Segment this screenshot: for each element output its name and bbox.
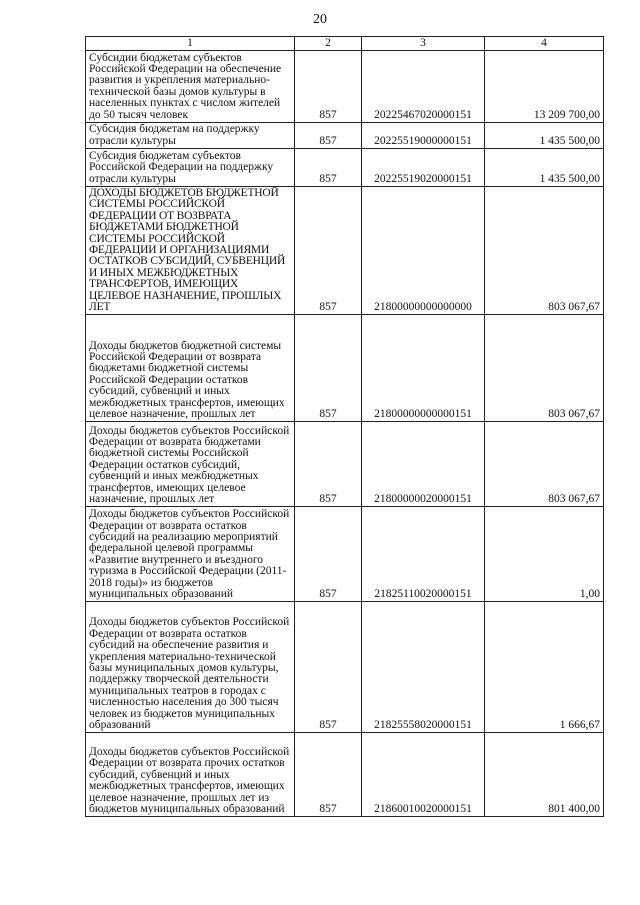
row-name: Доходы бюджетов субъектов Российской Федерации от возврата остатков субсидий на обеспечение развития и укрепления материально-технической базы муниципальных домов культуры, поддержку творческой деятельности муниципальных театров в городах с численностью населения до 300 тысяч человек из бюджетов муниципальных образований xyxy=(86,602,295,733)
row-amount: 803 067,67 xyxy=(485,422,604,507)
row-budget-code: 21800000000000000 xyxy=(362,187,485,315)
table-row xyxy=(86,315,604,422)
row-budget-code: 20225467020000151 xyxy=(362,51,485,123)
column-header-4: 4 xyxy=(485,37,604,51)
row-budget-code: 20225519000000151 xyxy=(362,123,485,149)
row-amount: 1 435 500,00 xyxy=(485,123,604,149)
row-budget-code: 20225519020000151 xyxy=(362,149,485,187)
row-budget-code: 21860010020000151 xyxy=(362,733,485,817)
row-amount: 13 209 700,00 xyxy=(485,51,604,123)
row-budget-code: 21825110020000151 xyxy=(362,507,485,602)
row-amount: 803 067,67 xyxy=(485,187,604,315)
row-amount: 801 400,00 xyxy=(485,733,604,817)
page-number: 20 xyxy=(313,12,327,27)
row-admin-code: 857 xyxy=(295,602,362,733)
row-admin-code: 857 xyxy=(295,315,362,422)
row-name: Доходы бюджетов субъектов Российской Федерации от возврата остатков субсидий на реализацию мероприятий федеральной целевой программы «Развитие внутреннего и въездного туризма в Российской Федерации (2011-2018 годы)» из бюджетов муниципальных образований xyxy=(86,507,295,602)
row-budget-code: 21800000020000151 xyxy=(362,422,485,507)
row-amount: 803 067,67 xyxy=(485,315,604,422)
row-name: Субсидии бюджетам субъектов Российской Федерации на обеспечение развития и укрепления материально-технической базы домов культуры в населенных пунктах с числом жителей до 50 тысяч человек xyxy=(86,51,295,123)
column-header-1: 1 xyxy=(86,37,295,51)
row-amount: 1,00 xyxy=(485,507,604,602)
row-budget-code: 21825558020000151 xyxy=(362,602,485,733)
table-row xyxy=(86,149,604,187)
row-name: ДОХОДЫ БЮДЖЕТОВ БЮДЖЕТНОЙ СИСТЕМЫ РОССИЙСКОЙ ФЕДЕРАЦИИ ОТ ВОЗВРАТА БЮДЖЕТАМИ БЮДЖЕТНОЙ СИСТЕМЫ РОССИЙСКОЙ ФЕДЕРАЦИИ И ОРГАНИЗАЦИЯМИ ОСТАТКОВ СУБСИДИЙ, СУБВЕНЦИЙ И ИНЫХ МЕЖБЮДЖЕТНЫХ ТРАНСФЕРТОВ, ИМЕЮЩИХ ЦЕЛЕВОЕ НАЗНАЧЕНИЕ, ПРОШЛЫХ ЛЕТ xyxy=(86,187,295,315)
row-admin-code: 857 xyxy=(295,733,362,817)
row-amount: 1 435 500,00 xyxy=(485,149,604,187)
table-row xyxy=(86,602,604,733)
row-admin-code: 857 xyxy=(295,187,362,315)
table-row xyxy=(86,123,604,149)
row-admin-code: 857 xyxy=(295,51,362,123)
row-name: Субсидия бюджетам на поддержку отрасли культуры xyxy=(86,123,295,149)
table-row xyxy=(86,51,604,123)
row-name: Доходы бюджетов субъектов Российской Федерации от возврата бюджетами бюджетной системы Российской Федерации остатков субсидий, субвенций и иных межбюджетных трансфертов, имеющих целевое назначение, прошлых лет xyxy=(86,422,295,507)
table-row xyxy=(86,422,604,507)
row-admin-code: 857 xyxy=(295,507,362,602)
row-name: Субсидия бюджетам субъектов Российской Федерации на поддержку отрасли культуры xyxy=(86,149,295,187)
row-amount: 1 666,67 xyxy=(485,602,604,733)
row-admin-code: 857 xyxy=(295,422,362,507)
column-header-2: 2 xyxy=(295,37,362,51)
row-budget-code: 21800000000000151 xyxy=(362,315,485,422)
row-name: Доходы бюджетов субъектов Российской Федерации от возврата прочих остатков субсидий, субвенций и иных межбюджетных трансфертов, имеющих целевое назначение, прошлых лет из бюджетов муниципальных образований xyxy=(86,733,295,817)
table-row xyxy=(86,507,604,602)
row-name: Доходы бюджетов бюджетной системы Российской Федерации от возврата бюджетами бюджетной системы Российской Федерации остатков субсидий, субвенций и иных межбюджетных трансфертов, имеющих целевое назначение, прошлых лет xyxy=(86,315,295,422)
column-header-3: 3 xyxy=(362,37,485,51)
row-admin-code: 857 xyxy=(295,123,362,149)
table-header-row xyxy=(86,37,604,51)
row-admin-code: 857 xyxy=(295,149,362,187)
budget-revenue-table xyxy=(85,36,604,817)
table-row xyxy=(86,733,604,817)
table-row xyxy=(86,187,604,315)
